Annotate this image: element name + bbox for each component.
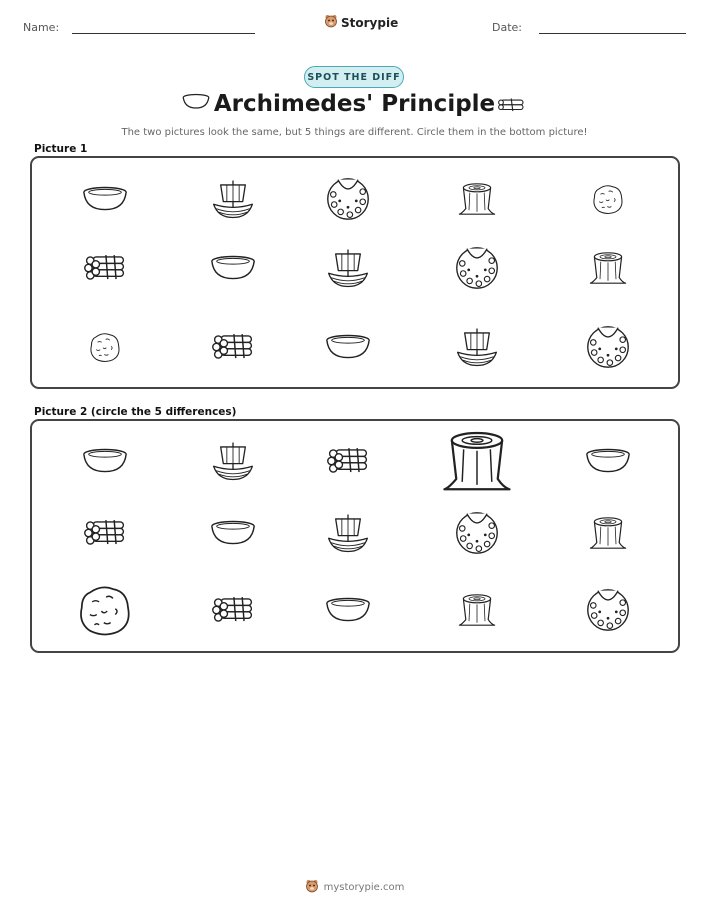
name-label: Name: <box>23 21 60 34</box>
date-field[interactable] <box>539 33 686 34</box>
stump-icon[interactable] <box>457 591 497 629</box>
bowl-icon <box>81 184 129 214</box>
picture-1-label: Picture 1 <box>34 143 88 155</box>
logs-icon <box>210 330 256 364</box>
bowl-icon[interactable] <box>81 446 129 476</box>
brand-name: Storypie <box>341 15 399 30</box>
rock-icon <box>88 330 122 364</box>
stump-icon[interactable] <box>440 426 514 496</box>
storypie-logo <box>324 14 398 31</box>
stump-icon[interactable] <box>588 514 628 552</box>
bowl-icon[interactable] <box>584 446 632 476</box>
logs-icon[interactable] <box>82 516 128 550</box>
footer <box>0 879 709 896</box>
footer-site: mystorypie.com <box>323 882 405 893</box>
page-title: Archimedes' Principle <box>213 91 496 117</box>
necklace-icon <box>585 324 631 370</box>
spot-the-diff-tag: SPOT THE DIFF <box>304 66 404 88</box>
bowl-icon[interactable] <box>324 595 372 625</box>
rock-icon[interactable] <box>76 581 134 639</box>
rock-icon <box>591 182 625 216</box>
date-label: Date: <box>492 21 522 34</box>
instructions: The two pictures look the same, but 5 things are different. Circle them in the bottom picture! <box>121 127 588 138</box>
ship-icon <box>211 176 255 222</box>
bowl-icon <box>324 332 372 362</box>
logs-icon[interactable] <box>210 593 256 627</box>
necklace-icon <box>325 176 371 222</box>
ship-icon <box>455 324 499 370</box>
ship-icon <box>326 245 370 291</box>
bowl-icon <box>209 253 257 283</box>
bear-icon <box>324 14 338 31</box>
logs-icon[interactable] <box>325 444 371 478</box>
necklace-icon <box>454 245 500 291</box>
ship-icon[interactable] <box>211 438 255 484</box>
logs-icon <box>82 251 128 285</box>
necklace-icon[interactable] <box>454 510 500 556</box>
bowl-icon[interactable] <box>209 518 257 548</box>
necklace-icon[interactable] <box>585 587 631 633</box>
stump-icon <box>457 180 497 218</box>
logs-icon <box>496 93 528 115</box>
ship-icon[interactable] <box>326 510 370 556</box>
name-field[interactable] <box>72 33 255 34</box>
picture-2-label: Picture 2 (circle the 5 differences) <box>34 406 237 418</box>
bear-icon <box>305 879 319 896</box>
stump-icon <box>588 249 628 287</box>
